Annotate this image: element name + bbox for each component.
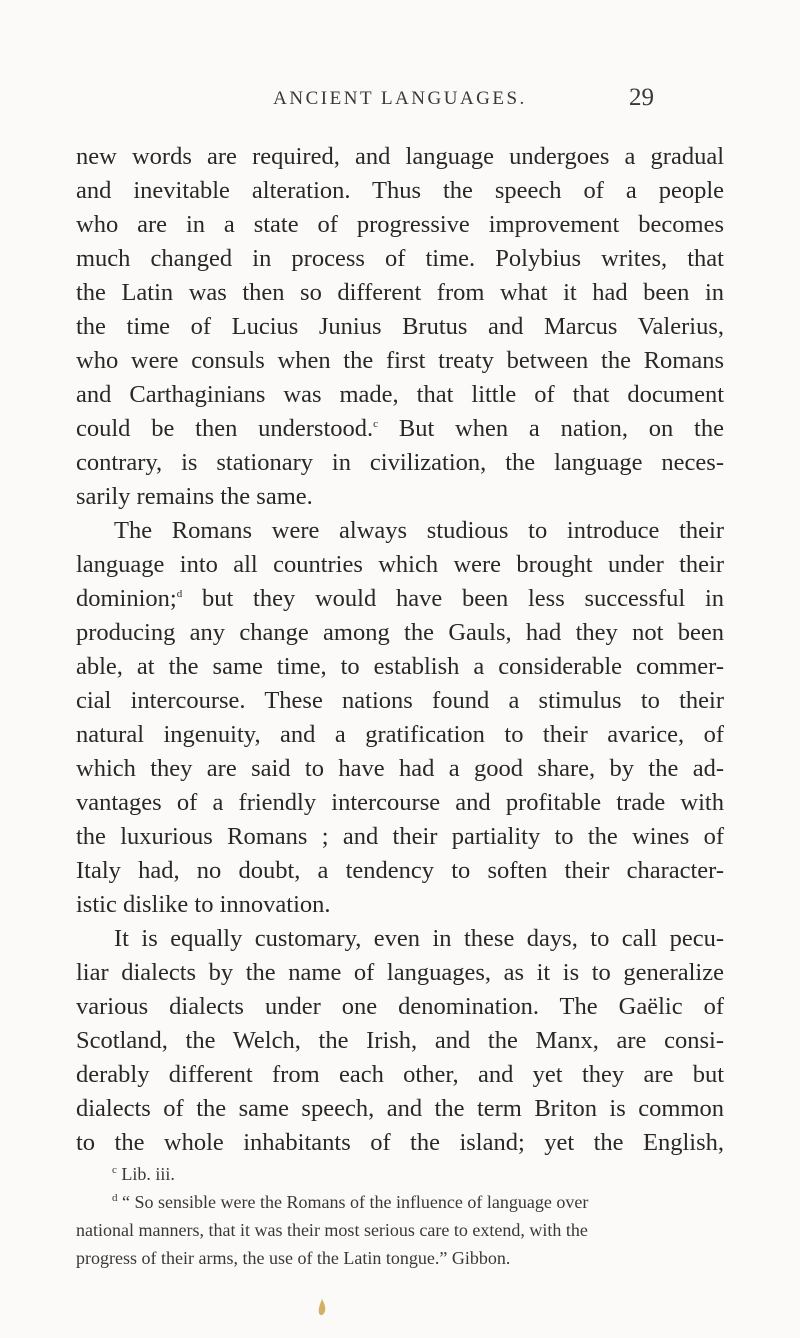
footnote-c-text: Lib. iii. (121, 1164, 175, 1184)
body-line (76, 582, 724, 616)
body-line: new words are required, and language undergoes a gradual (76, 143, 724, 170)
footnote-ref-d: d (176, 588, 183, 600)
footnote-marker-c: c (112, 1164, 117, 1176)
body-line: It is equally customary, even in these days, to call pecu- (114, 925, 724, 952)
footnote-d (76, 1188, 724, 1216)
body-line: which they are said to have had a good share, by the ad- (76, 755, 724, 782)
body-line-part: dominion; (76, 585, 177, 612)
footnote-d-text: “ So sensible were the Romans of the influence of language over (122, 1192, 589, 1212)
footnotes (76, 1160, 724, 1272)
body-line: natural ingenuity, and a gratification to their avarice, of (76, 721, 724, 748)
body-line: various dialects under one denomination. The Gaëlic of (76, 993, 724, 1020)
footnote-c (76, 1160, 724, 1188)
body-line-part: could be then understood. (76, 415, 374, 442)
body-line: and inevitable alteration. Thus the speech of a people (76, 177, 724, 204)
body-line: who were consuls when the first treaty between the Romans (76, 347, 724, 374)
footnote-d-continuation: national manners, that it was their most serious care to extend, with the (76, 1220, 588, 1240)
body-line: the time of Lucius Junius Brutus and Marcus Valerius, (76, 313, 724, 340)
body-line: much changed in process of time. Polybius writes, that (76, 245, 724, 272)
body-line: the luxurious Romans ; and their partiality to the wines of (76, 823, 724, 850)
body-line: cial intercourse. These nations found a stimulus to their (76, 687, 724, 714)
body-line-part: but they would have been less successful in (182, 585, 724, 612)
body-line: Italy had, no doubt, a tendency to soften their character- (76, 857, 724, 884)
body-line: who are in a state of progressive improvement becomes (76, 211, 724, 238)
body-line: dialects of the same speech, and the term Briton is common (76, 1095, 724, 1122)
body-line: sarily remains the same. (76, 483, 313, 510)
body-line: producing any change among the Gauls, had they not been (76, 619, 724, 646)
ink-stain-mark (316, 1298, 328, 1318)
body-line: and Carthaginians was made, that little of that document (76, 381, 724, 408)
running-head (0, 84, 800, 118)
body-line: The Romans were always studious to introduce their (114, 517, 724, 544)
running-title: ANCIENT LANGUAGES. (273, 88, 527, 109)
body-line (76, 412, 724, 446)
footnote-d-continuation: progress of their arms, the use of the Latin tongue.” Gibbon. (76, 1248, 511, 1268)
body-line: able, at the same time, to establish a considerable commer- (76, 653, 724, 680)
body-line: vantages of a friendly intercourse and profitable trade with (76, 789, 724, 816)
footnote-ref-c: c (373, 418, 379, 430)
body-line: the Latin was then so different from what it had been in (76, 279, 724, 306)
body-line: liar dialects by the name of languages, as it is to generalize (76, 959, 724, 986)
body-line: derably different from each other, and yet they are but (76, 1061, 724, 1088)
body-line-part: But when a nation, on the (378, 415, 724, 442)
body-text (76, 140, 724, 1160)
body-line: to the whole inhabitants of the island; yet the English, (76, 1129, 724, 1156)
body-line: istic dislike to innovation. (76, 891, 331, 918)
footnote-marker-d: d (112, 1192, 118, 1204)
body-line: contrary, is stationary in civilization, the language neces- (76, 449, 724, 476)
body-line: language into all countries which were brought under their (76, 551, 724, 578)
page-number: 29 (629, 84, 654, 111)
body-line: Scotland, the Welch, the Irish, and the Manx, are consi- (76, 1027, 724, 1054)
